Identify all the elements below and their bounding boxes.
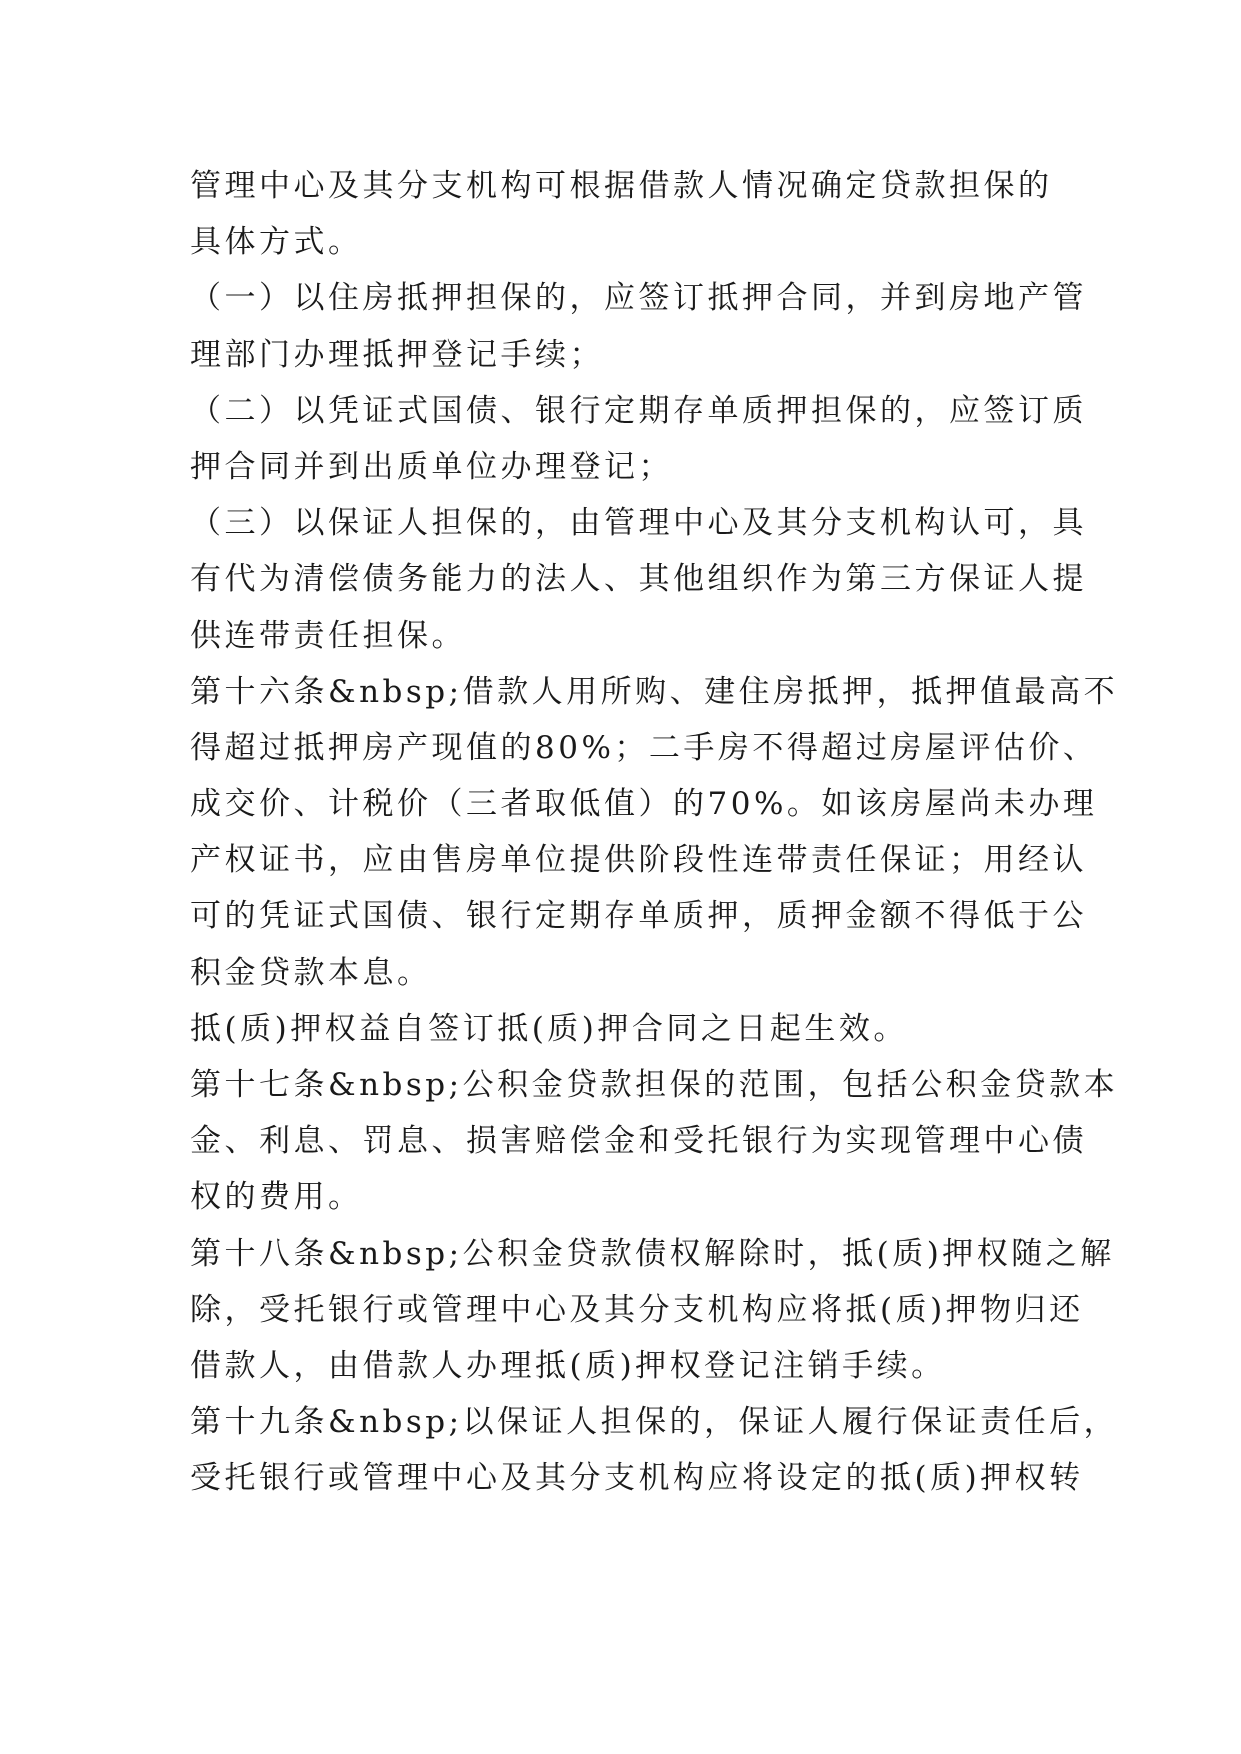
text-line: 押合同并到出质单位办理登记； bbox=[190, 448, 673, 485]
text-line: 成交价、计税价（三者取低值）的70%。如该房屋尚未办理 bbox=[190, 786, 1098, 823]
text-line: （三）以保证人担保的，由管理中心及其分支机构认可，具 bbox=[190, 505, 1087, 542]
text-line: （一）以住房抵押担保的，应签订抵押合同，并到房地产管 bbox=[190, 280, 1087, 317]
text-line: 管理中心及其分支机构可根据借款人情况确定贷款担保的 bbox=[190, 168, 1053, 204]
text-line: 理部门办理抵押登记手续； bbox=[190, 336, 604, 373]
text-line: 有代为清偿债务能力的法人、其他组织作为第三方保证人提 bbox=[190, 561, 1087, 598]
text-line: 第十六条&nbsp;借款人用所购、建住房抵押，抵押值最高不 bbox=[190, 673, 1119, 710]
text-line: 除，受托银行或管理中心及其分支机构应将抵(质)押物归还 bbox=[190, 1291, 1084, 1328]
text-line: 具体方式。 bbox=[190, 224, 363, 261]
document-body bbox=[190, 158, 1119, 1507]
text-line: 产权证书，应由售房单位提供阶段性连带责任保证；用经认 bbox=[190, 842, 1087, 879]
text-line: 受托银行或管理中心及其分支机构应将设定的抵(质)押权转 bbox=[190, 1460, 1084, 1497]
text-line: 第十八条&nbsp;公积金贷款债权解除时，抵(质)押权随之解 bbox=[190, 1235, 1115, 1272]
text-line: 第十九条&nbsp;以保证人担保的，保证人履行保证责任后， bbox=[190, 1404, 1119, 1441]
text-line: （二）以凭证式国债、银行定期存单质押担保的，应签订质 bbox=[190, 392, 1087, 429]
text-line: 可的凭证式国债、银行定期存单质押，质押金额不得低于公 bbox=[190, 898, 1087, 935]
text-line: 积金贷款本息。 bbox=[190, 954, 432, 991]
text-line: 供连带责任担保。 bbox=[190, 617, 466, 654]
text-line: 金、利息、罚息、损害赔偿金和受托银行为实现管理中心债 bbox=[190, 1123, 1087, 1160]
text-line: 抵(质)押权益自签订抵(质)押合同之日起生效。 bbox=[190, 1010, 908, 1047]
text-line: 权的费用。 bbox=[190, 1179, 363, 1216]
text-line: 第十七条&nbsp;公积金贷款担保的范围，包括公积金贷款本 bbox=[190, 1067, 1119, 1103]
text-line: 得超过抵押房产现值的80%；二手房不得超过房屋评估价、 bbox=[190, 729, 1098, 766]
text-line: 借款人，由借款人办理抵(质)押权登记注销手续。 bbox=[190, 1347, 946, 1384]
